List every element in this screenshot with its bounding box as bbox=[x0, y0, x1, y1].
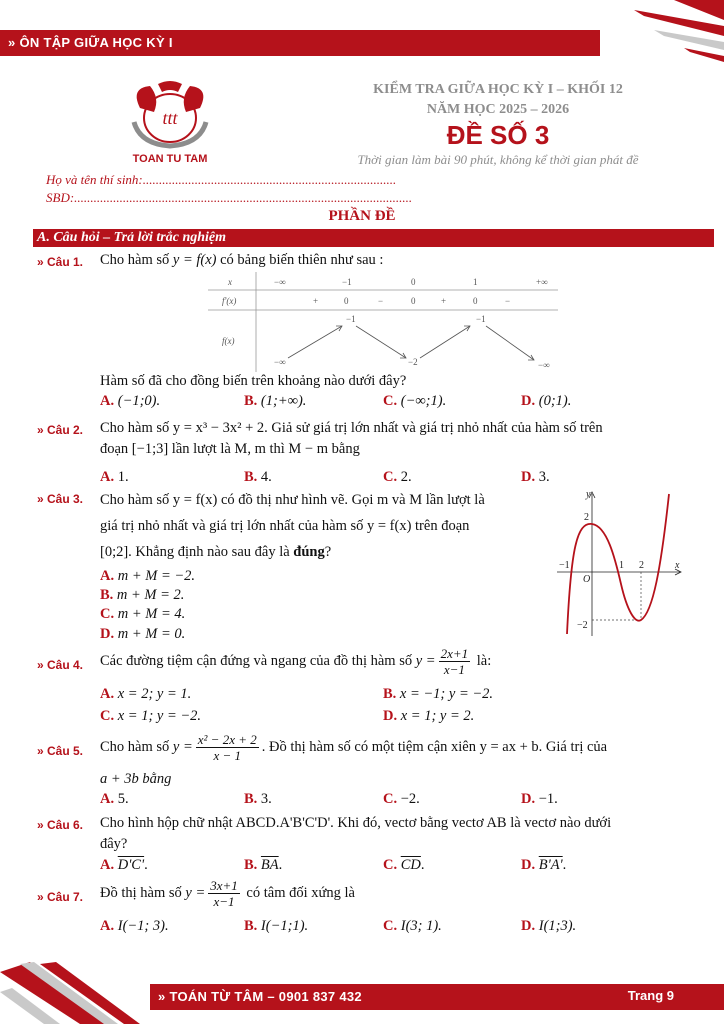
q7-option-a[interactable]: A. I(−1; 3). bbox=[100, 918, 169, 934]
top-banner-text: » ÔN TẬP GIỮA HỌC KỲ I bbox=[8, 35, 173, 50]
svg-text:+∞: +∞ bbox=[536, 277, 548, 287]
svg-text:0: 0 bbox=[344, 296, 349, 306]
q5-label: » Câu 5. bbox=[37, 744, 84, 758]
q6-option-d[interactable]: D. B'A'. bbox=[521, 857, 567, 873]
svg-text:−1: −1 bbox=[559, 560, 570, 571]
q7-label: » Câu 7. bbox=[37, 890, 84, 904]
q2-option-b[interactable]: B. 4. bbox=[244, 469, 272, 485]
exam-heading: KIỂM TRA GIỮA HỌC KỲ I – KHỐI 12 bbox=[373, 82, 623, 97]
logo bbox=[120, 78, 220, 168]
q3-option-d[interactable]: D. m + M = 0. bbox=[100, 626, 186, 642]
q1-stem: Cho hàm số y = f(x) có bảng biến thiên như sau : bbox=[100, 252, 384, 268]
q6-stem: Cho hình hộp chữ nhật ABCD.A'B'C'D'. Khi đó, vectơ bằng vectơ AB là vectơ nào dưới đây? bbox=[100, 815, 612, 852]
svg-text:−1: −1 bbox=[342, 277, 352, 287]
q3-option-a[interactable]: A. m + M = −2. bbox=[100, 568, 196, 584]
q3-stem: Cho hàm số y = f(x) có đồ thị như hình vẽ. Gọi m và M lần lượt là giá trị nhỏ nhất và giá trị lớn nhất của hàm số y = f(x) trên đoạn [0;2]. Khẳng định nào sau đây là đúng? bbox=[100, 492, 485, 560]
footer-contact: » TOÁN TỪ TÂM – 0901 837 432 bbox=[158, 989, 362, 1004]
q4-label: » Câu 4. bbox=[37, 658, 84, 672]
svg-text:0: 0 bbox=[411, 277, 416, 287]
svg-text:−2: −2 bbox=[577, 620, 588, 631]
svg-text:y: y bbox=[586, 489, 591, 500]
q5-option-c[interactable]: C. −2. bbox=[383, 791, 420, 807]
svg-text:−: − bbox=[378, 296, 384, 306]
svg-text:x: x bbox=[675, 560, 680, 571]
q2-option-d[interactable]: D. 3. bbox=[521, 469, 550, 485]
q4-stem: Các đường tiệm cận đứng và ngang của đồ thị hàm số y = $\frac{2x+1}{x-1}$ là: bbox=[100, 646, 492, 677]
q4-option-a[interactable]: A. x = 2; y = 1. bbox=[100, 686, 192, 702]
section-title: A. Câu hỏi – Trả lời trắc nghiệm bbox=[37, 230, 227, 245]
q1-option-a[interactable]: A. (−1;0). bbox=[100, 393, 161, 409]
top-banner bbox=[0, 30, 600, 56]
q1-option-b[interactable]: B. (1;+∞). bbox=[244, 393, 307, 409]
q3-option-c[interactable]: C. m + M = 4. bbox=[100, 606, 186, 622]
exam-title: ĐỀ SỐ 3 bbox=[446, 120, 550, 150]
svg-text:1: 1 bbox=[473, 277, 478, 287]
q6-option-a[interactable]: A. D'C'. bbox=[100, 857, 148, 873]
svg-text:x: x bbox=[228, 277, 232, 287]
q6-option-c[interactable]: C. $\overline{CD}$. bbox=[383, 857, 425, 873]
svg-text:−∞: −∞ bbox=[538, 360, 550, 370]
q1-variation-table bbox=[208, 272, 558, 372]
q5-option-b[interactable]: B. 3. bbox=[244, 791, 272, 807]
q2-stem: Cho hàm số y = x³ − 3x² + 2. Giả sử giá trị lớn nhất và giá trị nhỏ nhất của hàm số trên đoạn [−1;3] lần lượt là M, m thì M − m bằng bbox=[100, 420, 603, 457]
q5-stem-line2: a + 3b bằng bbox=[100, 771, 172, 787]
svg-text:+: + bbox=[441, 296, 447, 306]
svg-text:−1: −1 bbox=[476, 314, 486, 324]
svg-text:O: O bbox=[583, 574, 591, 585]
svg-text:−∞: −∞ bbox=[274, 277, 286, 287]
q4-option-c[interactable]: C. x = 1; y = −2. bbox=[100, 708, 202, 724]
svg-text:0: 0 bbox=[473, 296, 478, 306]
corner-stripes-decoration bbox=[594, 0, 724, 70]
q2-label: » Câu 2. bbox=[37, 423, 84, 437]
q3-option-b[interactable]: B. m + M = 2. bbox=[100, 587, 185, 603]
footer-stripes-decoration bbox=[0, 962, 160, 1024]
q1-label: » Câu 1. bbox=[37, 255, 84, 269]
svg-text:2: 2 bbox=[639, 560, 644, 571]
q1-question: Hàm số đã cho đồng biến trên khoảng nào dưới đây? bbox=[100, 373, 407, 389]
q4-option-b[interactable]: B. x = −1; y = −2. bbox=[383, 686, 494, 702]
svg-text:ttt: ttt bbox=[162, 108, 178, 128]
q1-option-d[interactable]: D. (0;1). bbox=[521, 393, 572, 409]
section-bar bbox=[33, 229, 714, 247]
page-number: Trang 9 bbox=[627, 988, 674, 1003]
svg-text:−1: −1 bbox=[346, 314, 356, 324]
svg-text:0: 0 bbox=[411, 296, 416, 306]
q5-option-d[interactable]: D. −1. bbox=[521, 791, 558, 807]
svg-text:f(x): f(x) bbox=[222, 336, 235, 346]
q2-option-c[interactable]: C. 2. bbox=[383, 469, 412, 485]
q7-option-b[interactable]: B. I(−1;1). bbox=[244, 918, 309, 934]
svg-text:1: 1 bbox=[619, 560, 624, 571]
q1-option-c[interactable]: C. (−∞;1). bbox=[383, 393, 447, 409]
svg-text:f'(x): f'(x) bbox=[222, 296, 237, 306]
q5-option-a[interactable]: A. 5. bbox=[100, 791, 129, 807]
q7-stem: Đồ thị hàm số y = $\frac{3x+1}{x-1}$ có tâm đối xứng là bbox=[100, 878, 355, 909]
svg-text:−2: −2 bbox=[408, 357, 418, 367]
exam-time: Thời gian làm bài 90 phút, không kể thời gian phát đề bbox=[357, 152, 639, 167]
svg-text:−: − bbox=[505, 296, 511, 306]
candidate-name-field: Họ và tên thí sinh:.............................................................................. bbox=[46, 172, 397, 187]
q4-option-d[interactable]: D. x = 1; y = 2. bbox=[383, 708, 475, 724]
logo-emblem-icon bbox=[120, 78, 220, 150]
q7-option-d[interactable]: D. I(1;3). bbox=[521, 918, 577, 934]
q6-option-b[interactable]: B. $\overline{BA}$. bbox=[244, 857, 283, 873]
svg-text:−∞: −∞ bbox=[274, 357, 286, 367]
q3-function-graph bbox=[555, 488, 685, 638]
q6-label: » Câu 6. bbox=[37, 818, 84, 832]
svg-text:+: + bbox=[313, 296, 319, 306]
q2-option-a[interactable]: A. 1. bbox=[100, 469, 129, 485]
school-year: NĂM HỌC 2025 – 2026 bbox=[426, 102, 570, 117]
candidate-sbd-field: SBD:........................................................................................................ bbox=[46, 190, 413, 205]
svg-text:2: 2 bbox=[584, 512, 589, 523]
q3-label: » Câu 3. bbox=[37, 492, 84, 506]
q5-stem: Cho hàm số y = $\frac{\text{x² − 2x + 2}}{x - 1}$ . Đồ thị hàm số có một tiệm cận xiên y = ax + b. Giá trị của bbox=[100, 732, 608, 763]
logo-name: TOAN TU TAM bbox=[132, 153, 208, 165]
q7-option-c[interactable]: C. I(3; 1). bbox=[383, 918, 442, 934]
part-title: PHẦN ĐỀ bbox=[328, 208, 396, 224]
